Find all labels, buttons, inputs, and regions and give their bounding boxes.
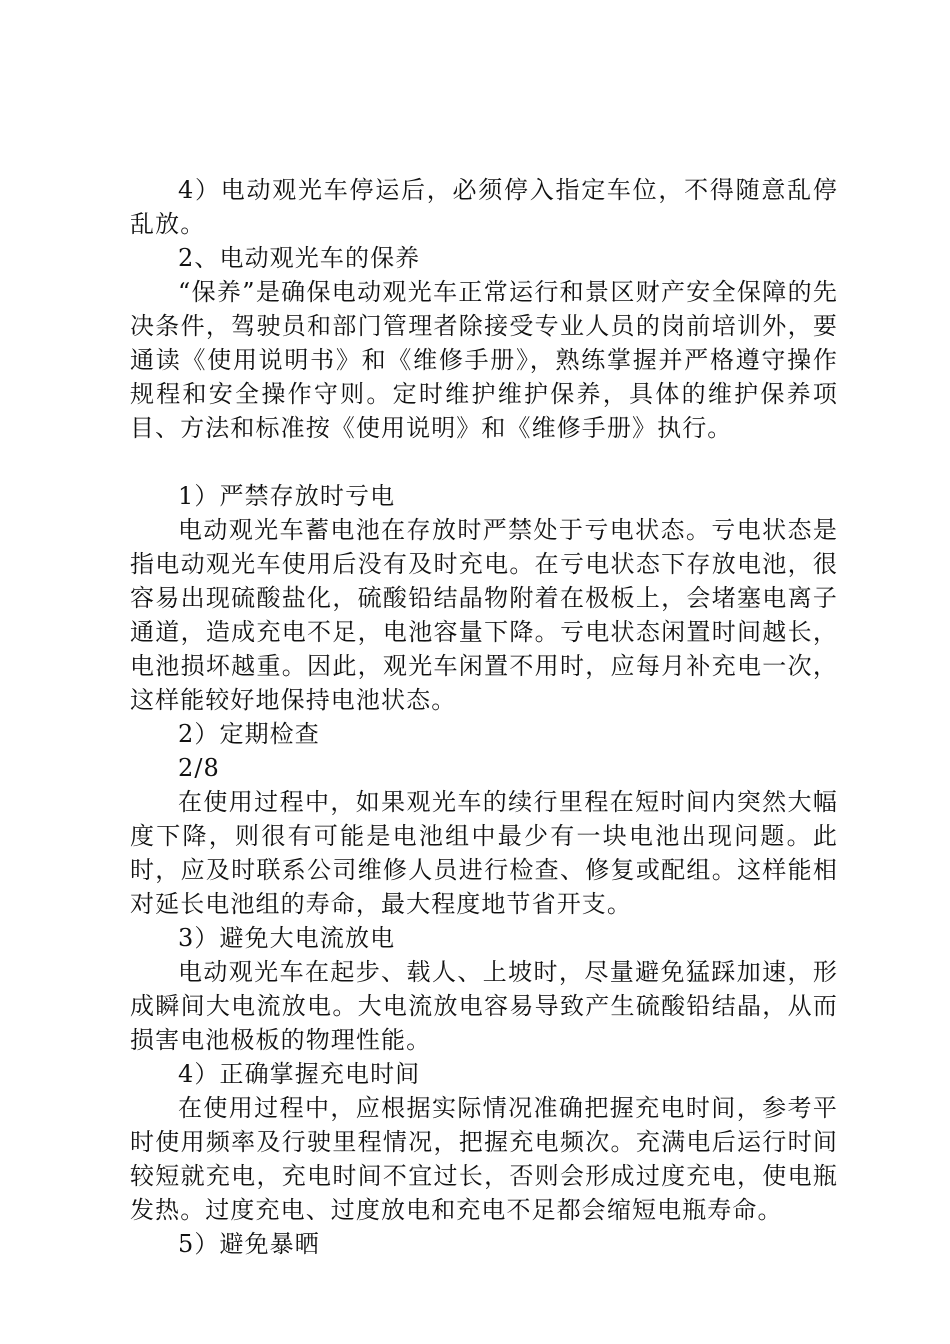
document-body — [130, 173, 838, 1261]
subheading-avoid-high-current: 3）避免大电流放电 — [178, 924, 396, 952]
paragraph-parking: 4）电动观光车停运后，必须停入指定车位，不得随意乱停乱放。 — [130, 176, 838, 238]
page-number: 2/8 — [178, 754, 220, 782]
subheading-no-undercharge: 1）严禁存放时亏电 — [178, 482, 396, 510]
subheading-charging-time: 4）正确掌握充电时间 — [178, 1060, 421, 1088]
subheading-avoid-sun: 5）避免暴晒 — [178, 1230, 320, 1258]
paragraph-maintenance: “保养”是确保电动观光车正常运行和景区财产安全保障的先决条件，驾驶员和部门管理者除接受专业人员的岗前培训外，要通读《使用说明书》和《维修手册》，熟练掌握并严格遵守操作规程和安全操作守则。定时维护维护保养，具体的维护保养项目、方法和标准按《使用说明》和《维修手册》执行。 — [130, 278, 838, 442]
subheading-regular-check: 2）定期检查 — [178, 720, 320, 748]
paragraph-no-undercharge: 电动观光车蓄电池在存放时严禁处于亏电状态。亏电状态是指电动观光车使用后没有及时充电。在亏电状态下存放电池，很容易出现硫酸盐化，硫酸铅结晶物附着在极板上，会堵塞电离子通道，造成充电不足，电池容量下降。亏电状态闲置时间越长，电池损坏越重。因此，观光车闲置不用时，应每月补充电一次，这样能较好地保持电池状态。 — [130, 516, 838, 714]
paragraph-avoid-high-current: 电动观光车在起步、载人、上坡时，尽量避免猛踩加速，形成瞬间大电流放电。大电流放电容易导致产生硫酸铅结晶，从而损害电池极板的物理性能。 — [130, 958, 838, 1054]
paragraph-gap — [130, 445, 838, 479]
section-heading-maintenance: 2、电动观光车的保养 — [178, 244, 421, 272]
paragraph-charging-time: 在使用过程中，应根据实际情况准确把握充电时间，参考平时使用频率及行驶里程情况，把握充电频次。充满电后运行时间较短就充电，充电时间不宜过长，否则会形成过度充电，使电瓶发热。过度充电、过度放电和充电不足都会缩短电瓶寿命。 — [130, 1094, 838, 1224]
paragraph-regular-check: 在使用过程中，如果观光车的续行里程在短时间内突然大幅度下降，则很有可能是电池组中最少有一块电池出现问题。此时，应及时联系公司维修人员进行检查、修复或配组。这样能相对延长电池组的寿命，最大程度地节省开支。 — [130, 788, 838, 918]
